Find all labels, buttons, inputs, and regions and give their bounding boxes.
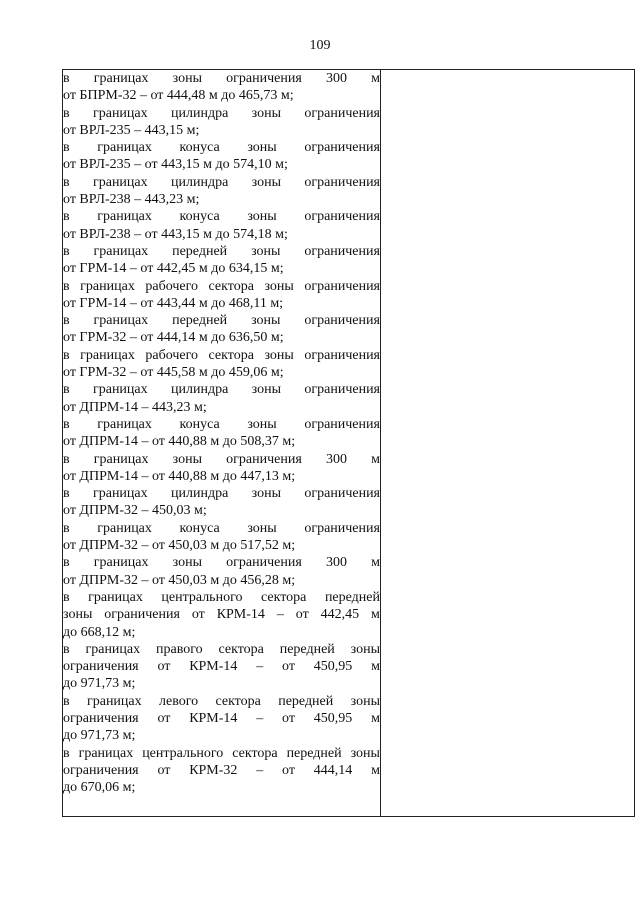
entry-word: от (282, 659, 295, 675)
entry-word: зоны (251, 313, 281, 329)
entry-line (63, 105, 380, 122)
entry-line (63, 693, 380, 710)
entry-word: конуса (179, 520, 220, 536)
entry-word: цилиндра (171, 105, 229, 121)
entry-word: в (63, 486, 70, 502)
entry-word: границах (78, 745, 134, 761)
entry-line: от ГРМ-32 – от 444,14 м до 636,50 м; (63, 330, 284, 346)
entry-word: от (191, 607, 205, 623)
entry-word: КРМ-14 (189, 710, 238, 726)
entry-line: от ДПРМ-32 – от 450,03 м до 456,28 м; (63, 572, 296, 588)
entry-word: м (371, 555, 380, 571)
entry-word: м (371, 607, 380, 623)
entry-word: ограничения (63, 659, 139, 675)
entry-word: рабочего (145, 347, 198, 363)
entry-line (63, 381, 380, 398)
entry-word: границах (97, 416, 152, 432)
entry-word: зоны (264, 347, 294, 363)
entry-word: левого (159, 693, 199, 709)
entry-word: 450,95 (313, 710, 353, 726)
entry-word: границах (80, 347, 135, 363)
entry-line: от ДПРМ-14 – от 440,88 м до 447,13 м; (63, 468, 296, 484)
restriction-entry (63, 105, 380, 140)
restriction-entry (63, 520, 380, 555)
entry-line: от ДПРМ-32 – от 450,03 м до 517,52 м; (63, 538, 296, 554)
entry-word: границах (97, 520, 152, 536)
entry-word: правого (156, 641, 203, 657)
entry-word: сектора (215, 693, 261, 709)
page-number: 109 (309, 38, 331, 53)
entry-word: границах (92, 174, 148, 190)
entry-word: зоны (247, 140, 277, 156)
restriction-entry (63, 589, 380, 641)
entry-word: границах (92, 486, 148, 502)
entry-word: ограничения (304, 174, 380, 190)
restriction-table (62, 69, 635, 817)
entry-line: до 668,12 м; (63, 624, 136, 640)
entry-line: от ВРЛ-235 – от 443,15 м до 574,10 м; (63, 157, 288, 173)
entry-word: в (63, 451, 70, 467)
entry-line (63, 606, 380, 623)
entry-line (63, 451, 380, 468)
restriction-entry (63, 243, 380, 278)
entry-word: ограничения (304, 140, 380, 156)
entry-word: в (63, 520, 70, 536)
entry-line: от ВРЛ-235 – 443,15 м; (63, 122, 200, 138)
entry-word: зоны (251, 486, 282, 502)
entry-word: зоны (63, 607, 93, 623)
entry-word: в (63, 416, 70, 432)
entry-line: от ГРМ-32 – от 445,58 м до 459,06 м; (63, 365, 284, 381)
entry-word: 300 (325, 555, 347, 571)
entry-word: от (282, 762, 295, 778)
entry-word: ограничения (304, 243, 380, 259)
entry-word: в (63, 243, 70, 259)
entry-word: ограничения (304, 416, 380, 432)
entry-word: ограничения (304, 105, 380, 121)
entry-line (63, 139, 380, 156)
entry-word: границах (86, 693, 142, 709)
entry-word: конуса (179, 140, 220, 156)
entry-word: ограничения (304, 347, 380, 363)
restriction-entry (63, 381, 380, 416)
entry-line (63, 745, 380, 762)
entry-word: в (63, 745, 70, 761)
entry-word: – (256, 659, 264, 675)
entry-word: в (63, 555, 70, 571)
entry-line: до 971,73 м; (63, 728, 136, 744)
entry-word: зоны (247, 520, 277, 536)
entry-line (63, 641, 380, 658)
entry-line (63, 589, 380, 606)
entry-word: зоны (264, 278, 294, 294)
entry-word: зоны (350, 745, 380, 761)
entry-word: ограничения (304, 520, 380, 536)
entry-line (63, 762, 380, 779)
entry-line: от ГРМ-14 – от 442,45 м до 634,15 м; (63, 261, 284, 277)
entry-word: передней (324, 589, 380, 605)
entry-word: границах (92, 105, 148, 121)
entry-word: цилиндра (171, 382, 229, 398)
entry-word: от (157, 659, 171, 675)
restriction-entry (63, 745, 380, 797)
restriction-entry (63, 485, 380, 520)
entry-word: сектора (208, 278, 254, 294)
entry-word: КРМ-14 (189, 659, 238, 675)
entry-word: ограничения (63, 762, 139, 778)
entry-word: ограничения (304, 382, 380, 398)
entry-word: в (63, 693, 70, 709)
entry-line: от ВРЛ-238 – от 443,15 м до 574,18 м; (63, 226, 288, 242)
entry-word: 444,14 (313, 762, 353, 778)
entry-line (63, 658, 380, 675)
restriction-entry (63, 451, 380, 486)
entry-word: передней (278, 693, 334, 709)
entry-word: ограничения (304, 278, 380, 294)
entry-word: сектора (232, 745, 278, 761)
entry-line (63, 416, 380, 433)
entry-word: КРМ-32 (189, 762, 238, 778)
entry-line (63, 70, 380, 87)
entry-word: ограничения (304, 209, 380, 225)
entry-word: м (371, 71, 380, 86)
entry-word: в (63, 105, 70, 121)
entry-line (63, 520, 380, 537)
entry-word: конуса (179, 416, 220, 432)
entry-word: в (63, 313, 70, 329)
entry-word: передней (286, 745, 342, 761)
entry-word: границах (93, 313, 149, 329)
empty-right-cell (381, 70, 635, 817)
entry-word: рабочего (145, 278, 198, 294)
entry-word: от (282, 710, 295, 726)
entry-line: от ВРЛ-238 – 443,23 м; (63, 192, 200, 208)
entry-word: границах (93, 71, 149, 86)
entry-word: м (371, 710, 380, 726)
entry-line (63, 208, 380, 225)
entry-line (63, 312, 380, 329)
entry-word: передней (279, 641, 335, 657)
entry-word: в (63, 278, 70, 294)
entry-word: ограничения (304, 486, 380, 502)
entry-word: ограничения (226, 451, 302, 467)
entry-word: ограничения (226, 71, 302, 86)
entry-word: в (63, 140, 70, 156)
entry-word: сектора (218, 641, 264, 657)
entry-word: границах (80, 278, 135, 294)
entry-line (63, 174, 380, 191)
entry-word: границах (85, 641, 141, 657)
entry-word: зоны (251, 243, 281, 259)
entry-word: зоны (350, 641, 380, 657)
entry-word: зоны (172, 451, 202, 467)
entry-word: границах (93, 555, 149, 571)
entry-word: – (256, 710, 264, 726)
entry-line (63, 347, 380, 364)
restriction-entry (63, 278, 380, 313)
entry-line: до 971,73 м; (63, 676, 136, 692)
entry-line (63, 554, 380, 571)
entry-line: от ДПРМ-14 – от 440,88 м до 508,37 м; (63, 434, 296, 450)
restriction-entry (63, 347, 380, 382)
entry-word: границах (97, 140, 152, 156)
entry-word: в (63, 209, 70, 225)
entry-word: сектора (208, 347, 254, 363)
entry-line (63, 278, 380, 295)
entry-word: от (157, 710, 171, 726)
entry-word: границах (93, 451, 149, 467)
restriction-entry (63, 693, 380, 745)
entry-word: зоны (247, 209, 277, 225)
entry-word: границах (92, 382, 148, 398)
entry-line: от ДПРМ-32 – 450,03 м; (63, 503, 207, 519)
entry-word: в (63, 347, 70, 363)
entry-word: в (63, 382, 70, 398)
restriction-entry (63, 208, 380, 243)
restriction-entry (63, 554, 380, 589)
entry-word: в (63, 641, 70, 657)
entry-word: границах (93, 243, 149, 259)
entry-word: КРМ-14 (216, 607, 265, 623)
entry-word: зоны (251, 105, 282, 121)
entry-word: м (371, 451, 380, 467)
restriction-entry (63, 139, 380, 174)
entry-word: границах (97, 209, 152, 225)
entry-word: – (276, 607, 284, 623)
restriction-entry (63, 416, 380, 451)
restriction-entry (63, 70, 380, 105)
entry-word: зоны (350, 693, 380, 709)
entry-word: ограничения (63, 710, 139, 726)
entry-word: в (63, 71, 70, 86)
entry-word: от (157, 762, 171, 778)
entry-word: 300 (325, 451, 347, 467)
entry-word: передней (172, 313, 228, 329)
entry-word: центрального (161, 589, 243, 605)
entry-word: цилиндра (171, 486, 229, 502)
entry-word: в (63, 589, 70, 605)
entry-line (63, 710, 380, 727)
entry-word: конуса (179, 209, 220, 225)
entry-word: м (371, 762, 380, 778)
entry-word: зоны (172, 555, 202, 571)
entry-word: центрального (142, 745, 224, 761)
entry-word: зоны (251, 174, 282, 190)
entry-word: – (256, 762, 264, 778)
entry-word: границах (88, 589, 143, 605)
entry-word: в (63, 174, 70, 190)
entry-line (63, 243, 380, 260)
entry-line (63, 485, 380, 502)
entry-word: передней (172, 243, 228, 259)
entry-line: от ГРМ-14 – от 443,44 м до 468,11 м; (63, 295, 284, 311)
entry-word: от (295, 607, 309, 623)
entry-line: от БПРМ-32 – от 444,48 м до 465,73 м; (63, 88, 294, 104)
entry-word: зоны (251, 382, 282, 398)
restriction-entry (63, 641, 380, 693)
entry-word: ограничения (226, 555, 302, 571)
table-row (63, 70, 635, 817)
entry-word: ограничения (104, 607, 180, 623)
restriction-entries-cell (63, 70, 381, 817)
entry-word: м (371, 659, 380, 675)
restriction-entry (63, 312, 380, 347)
entry-word: цилиндра (171, 174, 229, 190)
entry-word: зоны (172, 71, 202, 86)
entry-word: ограничения (304, 313, 380, 329)
entry-word: 442,45 (320, 607, 360, 623)
entry-line: до 670,06 м; (63, 780, 136, 796)
entry-word: 300 (325, 71, 347, 86)
entry-line: от ДПРМ-14 – 443,23 м; (63, 399, 207, 415)
entry-word: 450,95 (313, 659, 353, 675)
entry-word: сектора (261, 589, 307, 605)
entry-word: зоны (247, 416, 277, 432)
restriction-entry (63, 174, 380, 209)
